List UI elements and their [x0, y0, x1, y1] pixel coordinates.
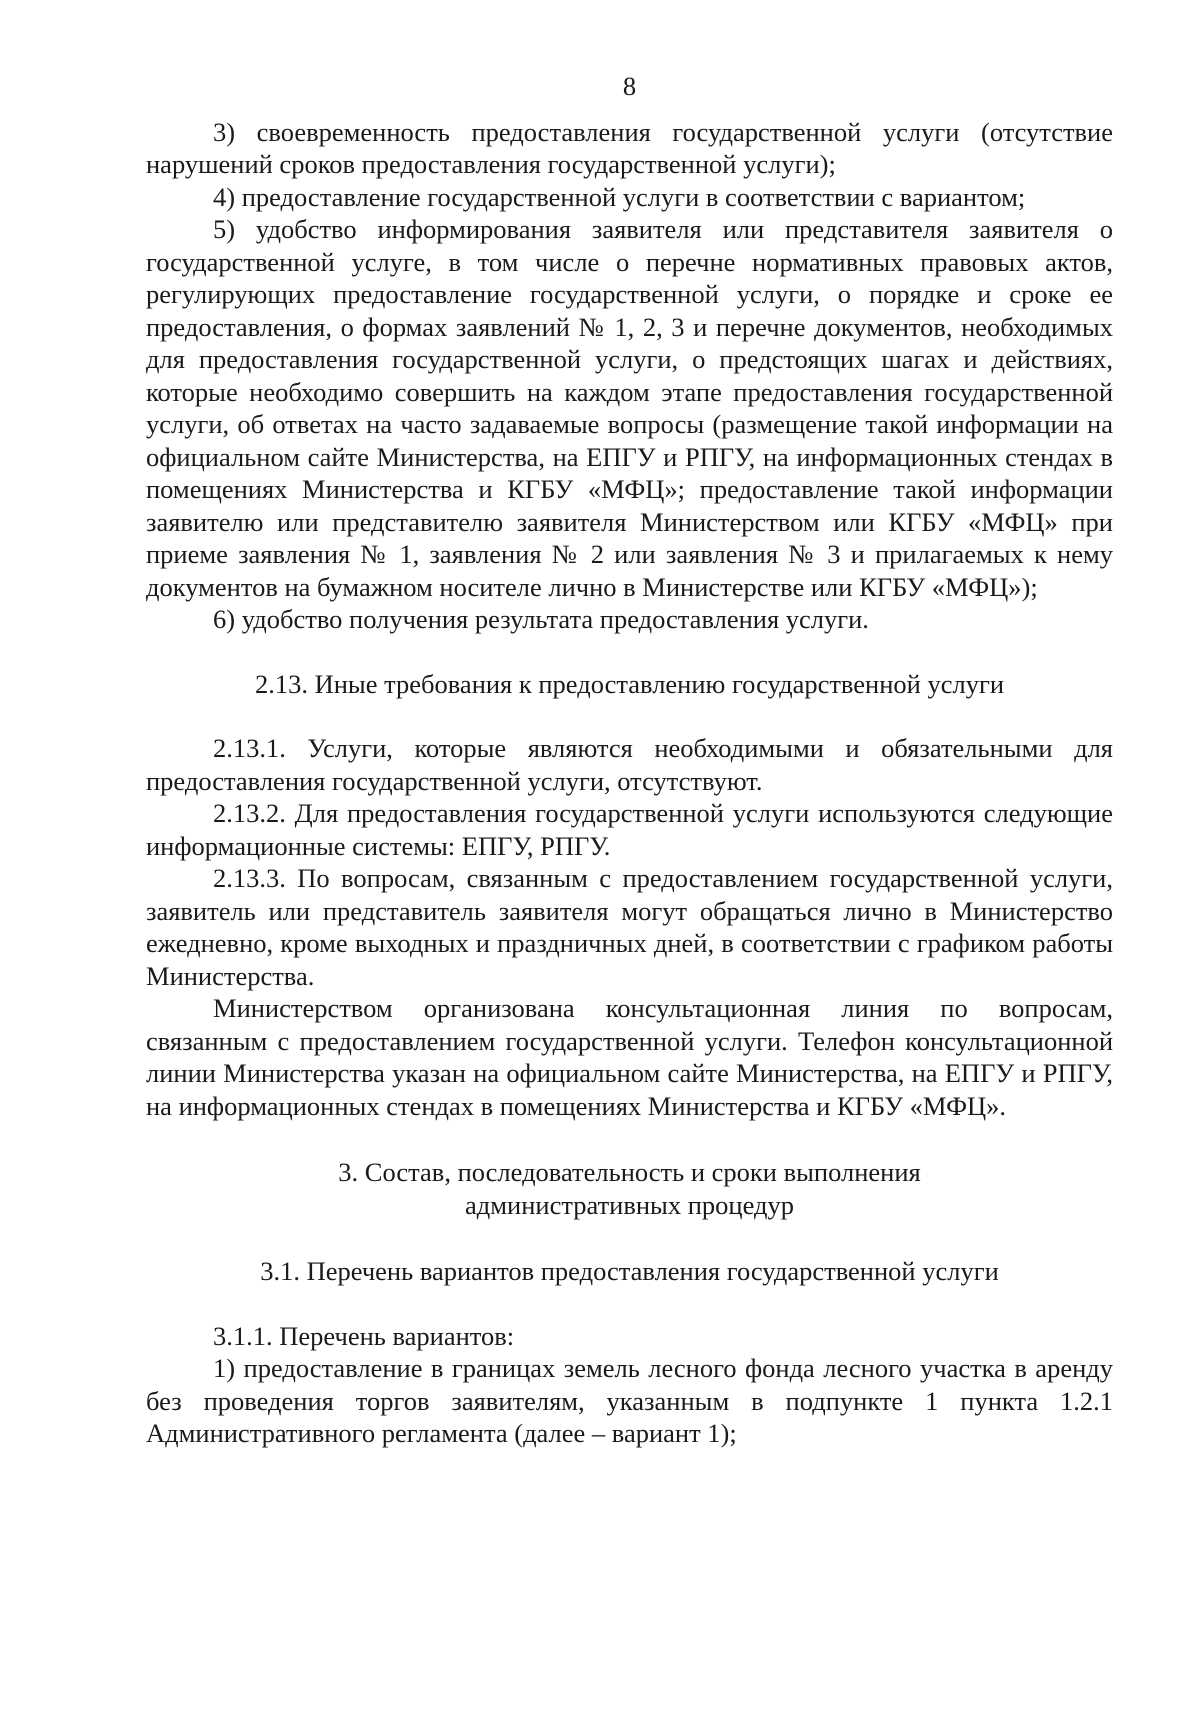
section-heading-3-line2: административных процедур — [465, 1189, 794, 1220]
clause-2-13-1: 2.13.1. Услуги, которые являются необходимыми и обязательными для предоставления государственной услуги, отсутствуют. — [146, 733, 1113, 796]
page-content — [146, 70, 1113, 1450]
section-heading-2-13: 2.13. Иные требования к предоставлению государственной услуги — [254, 668, 1004, 699]
consultation-line-paragraph: Министерством организована консультационная линия по вопросам, связанным с предоставлением государственной услуги. Телефон консультационной линии Министерства указан на официальном сайте Министерства, на ЕПГУ и РПГУ, на информационных стендах в помещениях Министерства и КГБУ «МФЦ». — [146, 993, 1113, 1121]
clause-2-13-3: 2.13.3. По вопросам, связанным с предоставлением государственной услуги, заявитель или представитель заявителя могут обращаться лично в Министерство ежедневно, кроме выходных и праздничных дней, в соответствии с графиком работы Министерства. — [146, 863, 1113, 991]
clause-3-1-1: 3.1.1. Перечень вариантов: — [213, 1320, 515, 1351]
section-heading-3-1: 3.1. Перечень вариантов предоставления государственной услуги — [260, 1256, 999, 1286]
clause-2-13-2: 2.13.2. Для предоставления государственной услуги используются следующие информационные системы: ЕПГУ, РПГУ. — [146, 798, 1113, 861]
section-heading-3-line1: 3. Состав, последовательность и сроки выполнения — [338, 1157, 921, 1187]
item-6-result-convenience: 6) удобство получения результата предоставления услуги. — [213, 604, 869, 634]
variant-1-item: 1) предоставление в границах земель лесного фонда лесного участка в аренду без проведения торгов заявителям, указанным в подпункте 1 пункта 1.2.1 Административного регламента (далее – вариант 1); — [146, 1353, 1113, 1448]
item-4-variant-compliance: 4) предоставление государственной услуги в соответствии с вариантом; — [213, 181, 1026, 212]
page-number: 8 — [622, 71, 637, 101]
item-3-timeliness: 3) своевременность предоставления государственной услуги (отсутствие нарушений сроков предоставления государственной услуги); — [146, 116, 1113, 179]
item-5-information-convenience: 5) удобство информирования заявителя или представителя заявителя о государственной услуге, в том числе о перечне нормативных правовых актов, регулирующих предоставление государственной услуги, о порядке и сроке ее предоставления, о формах заявлений № 1, 2, 3 и перечне документов, необходимых для предоставления государственной услуги, о предстоящих шагах и действиях, которые необходимо совершить на каждом этапе предоставления государственной услуги, об ответах на часто задаваемые вопросы (размещение такой информации на официальном сайте Министерства, на ЕПГУ и РПГУ, на информационных стендах в помещениях Министерства и КГБУ «МФЦ»; предоставление такой информации заявителю или представителю заявителя Министерством или КГБУ «МФЦ» при приеме заявления № 1, заявления № 2 или заявления № 3 и прилагаемых к нему документов на бумажном носителе лично в Министерстве или КГБУ «МФЦ»); — [146, 214, 1113, 602]
